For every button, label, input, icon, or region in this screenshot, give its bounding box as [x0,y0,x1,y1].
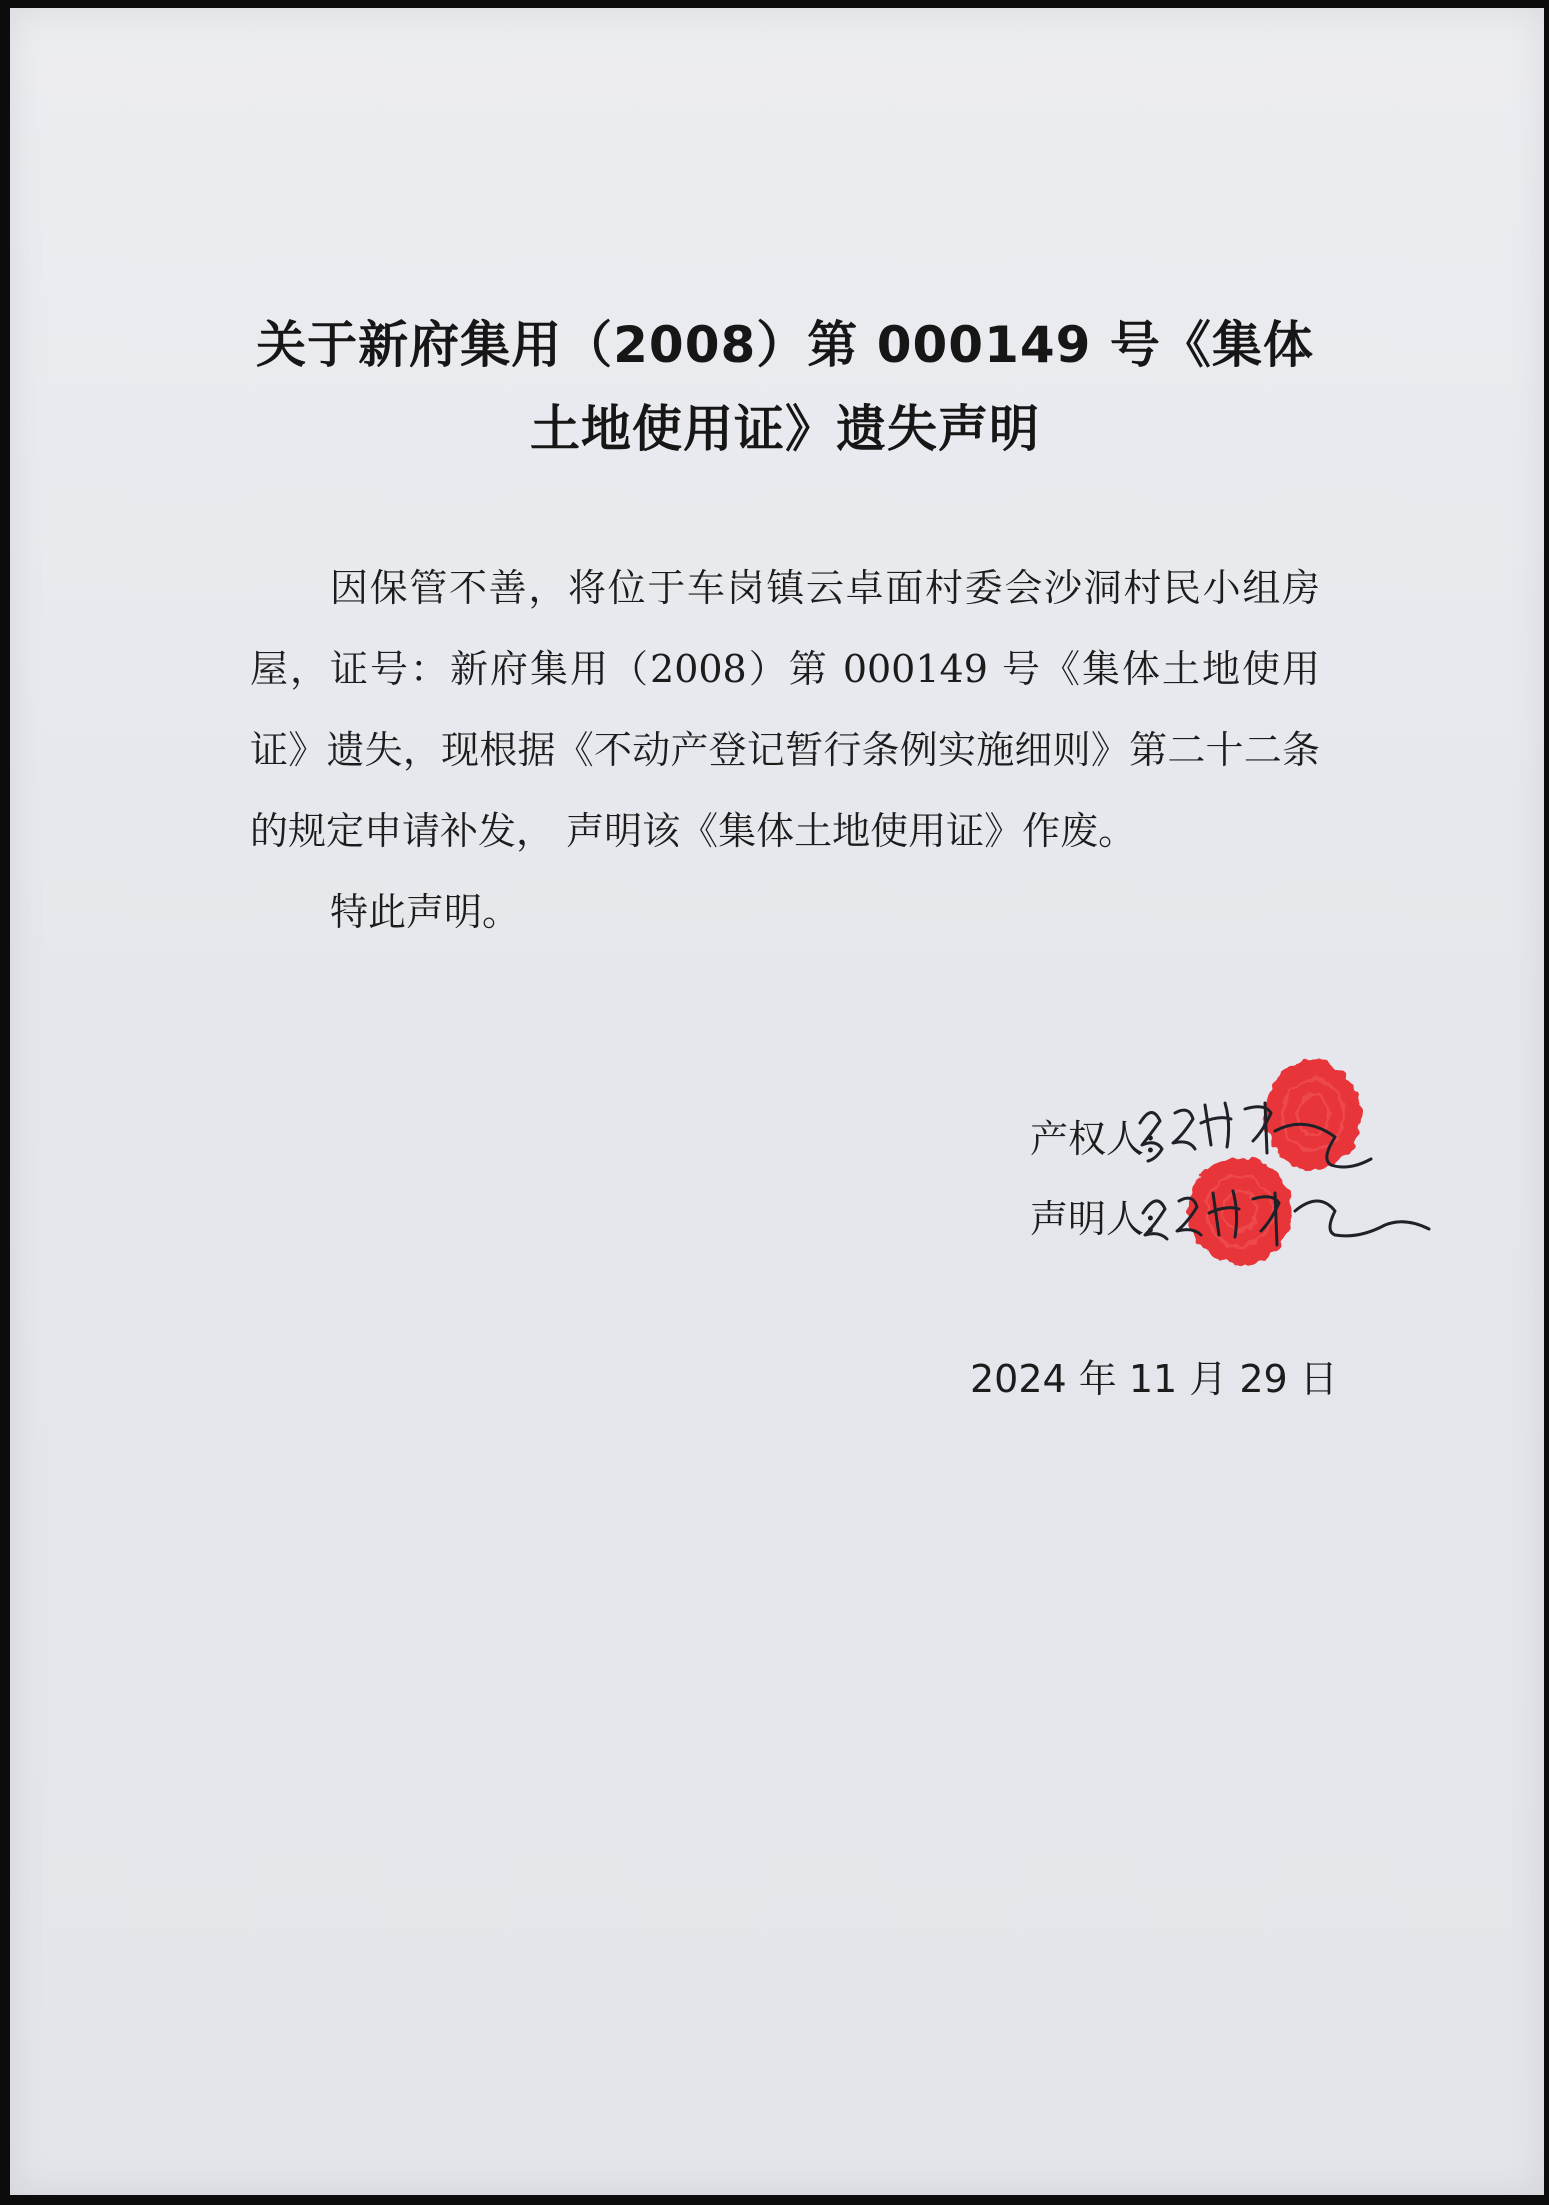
statement-paragraph: 因保管不善，将位于车岗镇云卓面村委会沙洞村民小组房屋，证号：新府集用（2008）第 000149 号《集体土地使用证》遗失，现根据《不动产登记暂行条例实施细则》第二十二条的规定申请补发， 声明该《集体土地使用证》作废。 [250,566,1320,853]
document-date: 2024 年 11 月 29 日 [970,1357,1338,1401]
declarer-label: 声明人: [1030,1197,1157,1241]
document-body [250,548,1320,953]
title-line-2: 土地使用证》遗失声明 [530,400,1040,458]
owner-label: 产权人: [1030,1117,1157,1161]
fingerprint-icon [1265,1060,1361,1170]
closing-line: 特此声明。 [330,890,521,934]
document-paper [10,8,1544,2195]
document-title [250,303,1320,471]
signature-area [1135,1043,1435,1313]
title-line-1: 关于新府集用（2008）第 000149 号《集体 [256,316,1314,374]
